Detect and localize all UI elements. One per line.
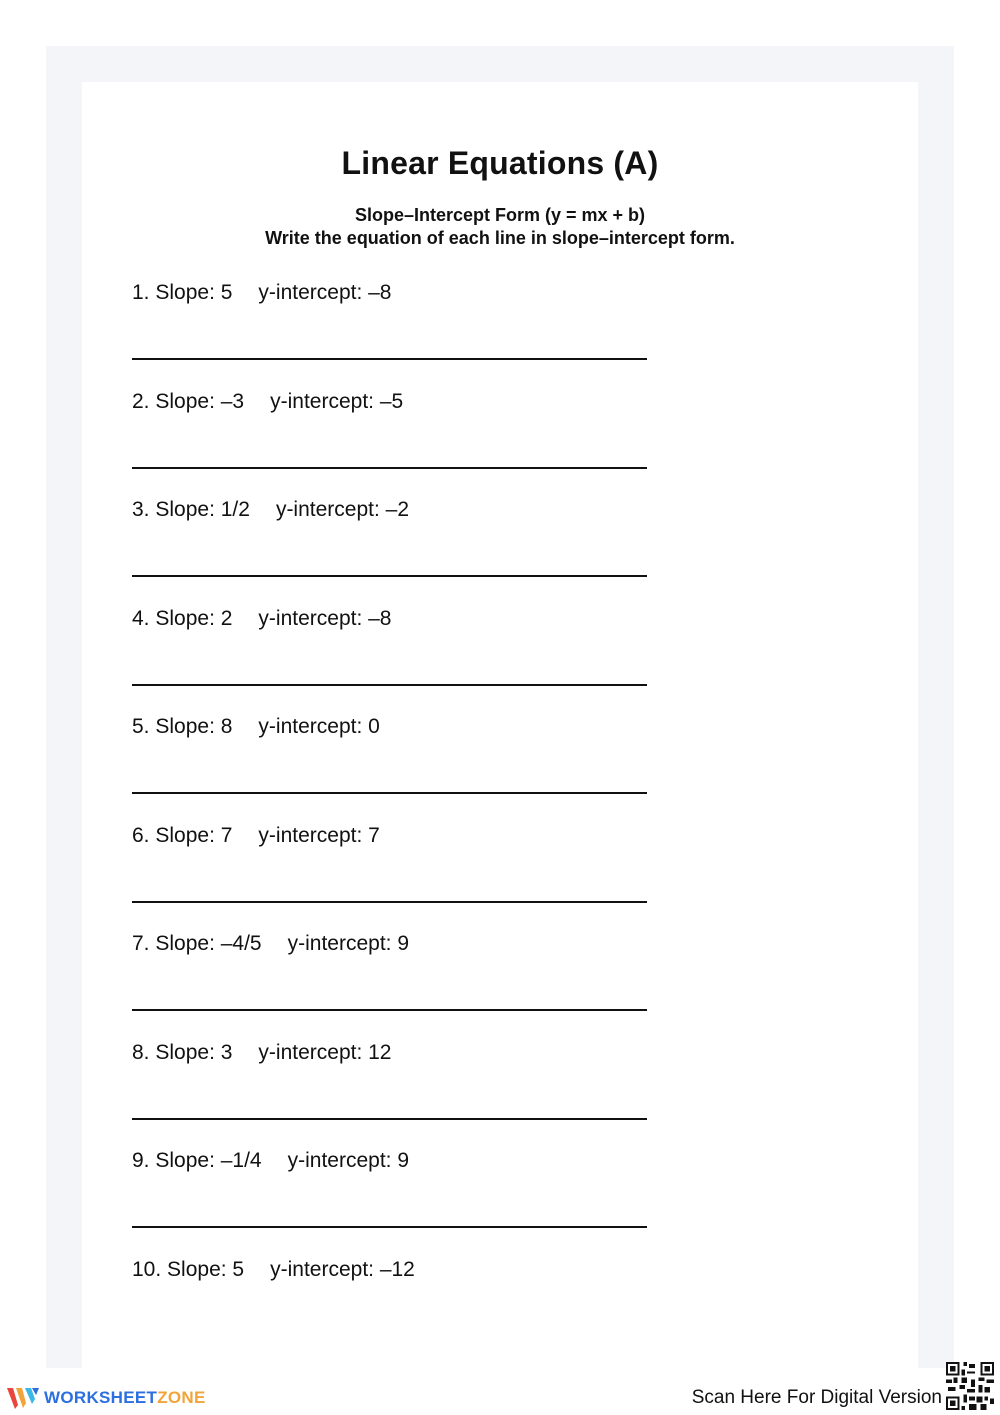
worksheet-title: Linear Equations (A) xyxy=(341,145,659,181)
problem-item xyxy=(132,281,392,305)
answer-line[interactable] xyxy=(132,358,647,360)
problem-slope: Slope: 8 xyxy=(155,715,233,738)
problem-item xyxy=(132,715,380,739)
problem-item xyxy=(132,1258,415,1282)
problem-intercept: y-intercept: 9 xyxy=(287,932,410,955)
brand-name-part1: WORKSHEET xyxy=(44,1388,158,1407)
problem-number: 8. xyxy=(132,1040,150,1064)
problem-item xyxy=(132,932,409,956)
problem-slope: Slope: 5 xyxy=(155,281,233,304)
qr-code-icon[interactable] xyxy=(946,1362,994,1410)
answer-line[interactable] xyxy=(132,575,647,577)
problem-slope: Slope: 5 xyxy=(167,1257,245,1281)
problem-item xyxy=(132,1041,392,1065)
problem-number: 1. xyxy=(132,281,150,304)
worksheet-subtitle: Slope–Intercept Form (y = mx + b) xyxy=(354,205,646,225)
problem-slope: Slope: –1/4 xyxy=(155,1149,262,1172)
problem-intercept: y-intercept: –2 xyxy=(275,498,410,521)
answer-line[interactable] xyxy=(132,792,647,794)
problem-intercept: y-intercept: –8 xyxy=(258,281,392,304)
problem-intercept: y-intercept: 9 xyxy=(287,1149,410,1172)
problem-slope: Slope: 3 xyxy=(155,1040,233,1064)
answer-line[interactable] xyxy=(132,901,647,903)
problem-number: 10. xyxy=(132,1257,162,1281)
brand-name-part2: ZONE xyxy=(157,1388,206,1407)
worksheetzone-logo-icon xyxy=(6,1385,40,1411)
answer-line[interactable] xyxy=(132,1009,647,1011)
problem-intercept: y-intercept: 0 xyxy=(258,715,380,738)
problem-number: 4. xyxy=(132,606,150,630)
answer-line[interactable] xyxy=(132,1118,647,1120)
worksheet-instruction: Write the equation of each line in slope–intercept form. xyxy=(265,228,735,248)
problem-item xyxy=(132,824,380,848)
problem-item xyxy=(132,1149,409,1173)
problem-item xyxy=(132,498,409,522)
brand-name xyxy=(44,1388,206,1408)
problem-intercept: y-intercept: 7 xyxy=(258,823,380,847)
problem-slope: Slope: 2 xyxy=(155,606,233,630)
problem-number: 9. xyxy=(132,1149,150,1172)
problem-number: 6. xyxy=(132,823,150,847)
answer-line[interactable] xyxy=(132,684,647,686)
problem-slope: Slope: 1/2 xyxy=(155,498,250,521)
answer-line[interactable] xyxy=(132,1226,647,1228)
problem-number: 3. xyxy=(132,498,150,521)
brand-logo xyxy=(6,1384,206,1412)
problem-number: 7. xyxy=(132,932,150,955)
problem-intercept: y-intercept: –8 xyxy=(258,606,392,630)
problem-item xyxy=(132,607,392,631)
problem-intercept: y-intercept: –5 xyxy=(270,389,404,413)
problem-slope: Slope: –4/5 xyxy=(155,932,262,955)
problem-item xyxy=(132,390,403,414)
problem-number: 2. xyxy=(132,389,150,413)
problem-slope: Slope: 7 xyxy=(155,823,233,847)
problem-slope: Slope: –3 xyxy=(155,389,245,413)
problem-intercept: y-intercept: –12 xyxy=(270,1257,415,1281)
scan-label: Scan Here For Digital Version xyxy=(691,1387,942,1408)
problem-intercept: y-intercept: 12 xyxy=(258,1040,392,1064)
problem-number: 5. xyxy=(132,715,150,738)
answer-line[interactable] xyxy=(132,467,647,469)
